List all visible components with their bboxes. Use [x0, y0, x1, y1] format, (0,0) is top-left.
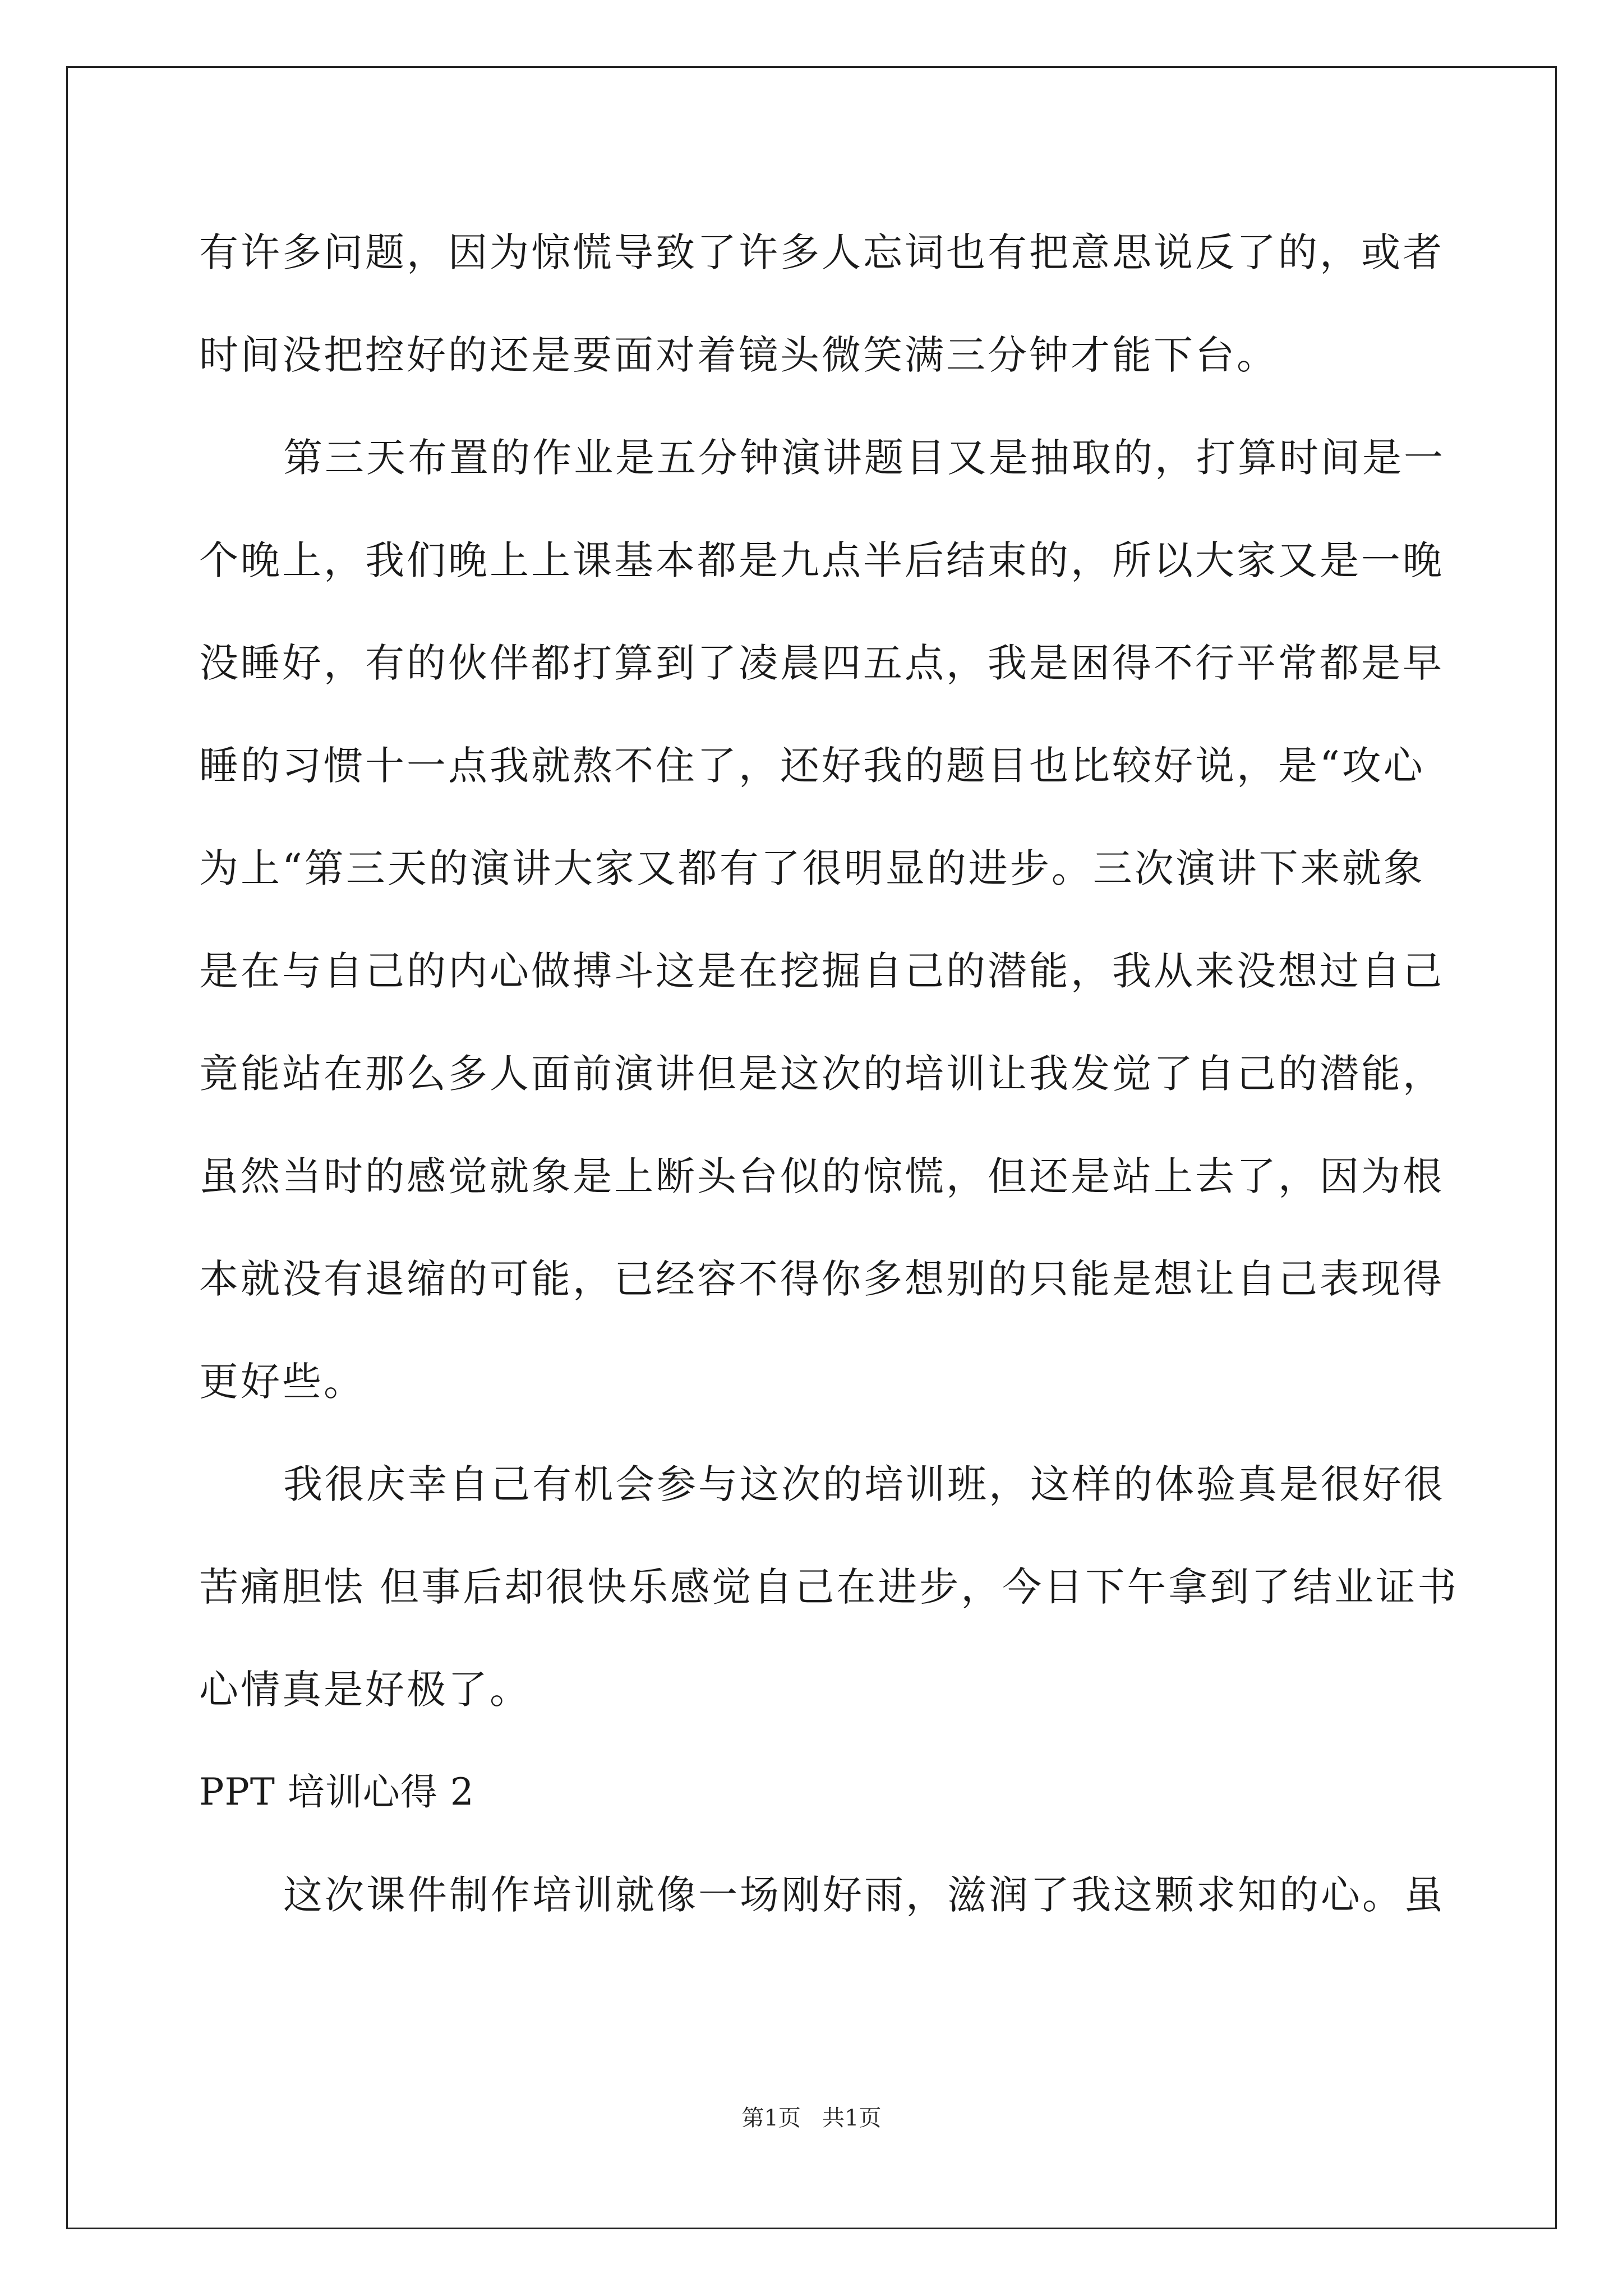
- text-line: 虽然当时的感觉就象是上断头台似的惊慌，但还是站上去了，因为根: [199, 1153, 1444, 1199]
- text-line: 本就没有退缩的可能，已经容不得你多想别的只能是想让自己表现得: [199, 1256, 1444, 1302]
- document-body: [199, 213, 1459, 1958]
- text-line: 没睡好，有的伙伴都打算到了凌晨四五点，我是困得不行平常都是早: [199, 640, 1444, 686]
- text-line: 睡的习惯十一点我就熬不住了，还好我的题目也比较好说，是“攻心: [199, 743, 1425, 789]
- text-line: 心情真是好极了。: [199, 1667, 531, 1713]
- section-heading: PPT 培训心得 2: [199, 1770, 474, 1814]
- page-footer: [0, 2101, 1623, 2135]
- text-line: 竟能站在那么多人面前演讲但是这次的培训让我发觉了自己的潜能，: [199, 1051, 1444, 1097]
- text-line: 为上“第三天的演讲大家又都有了很明显的进步。三次演讲下来就象: [199, 845, 1425, 891]
- text-line: 是在与自己的内心做搏斗这是在挖掘自己的潜能，我从来没想过自己: [199, 948, 1444, 994]
- text-line: 苦痛胆怯 但事后却很快乐感觉自己在进步，今日下午拿到了结业证书: [199, 1564, 1459, 1610]
- paragraph-start-line: 第三天布置的作业是五分钟演讲题目又是抽取的，打算时间是一: [283, 435, 1445, 481]
- text-line: 更好些。: [199, 1359, 365, 1405]
- text-line: 时间没把控好的还是要面对着镜头微笑满三分钟才能下台。: [199, 332, 1278, 378]
- paragraph-start-line: 我很庆幸自己有机会参与这次的培训班，这样的体验真是很好很: [283, 1461, 1445, 1507]
- text-line: 个晚上，我们晚上上课基本都是九点半后结束的，所以大家又是一晚: [199, 537, 1444, 583]
- paragraph-start-line: 这次课件制作培训就像一场刚好雨，滋润了我这颗求知的心。虽: [283, 1872, 1445, 1918]
- text-line: 有许多问题，因为惊慌导致了许多人忘词也有把意思说反了的，或者: [199, 229, 1444, 275]
- page-number: 第1页 共1页: [741, 2105, 882, 2131]
